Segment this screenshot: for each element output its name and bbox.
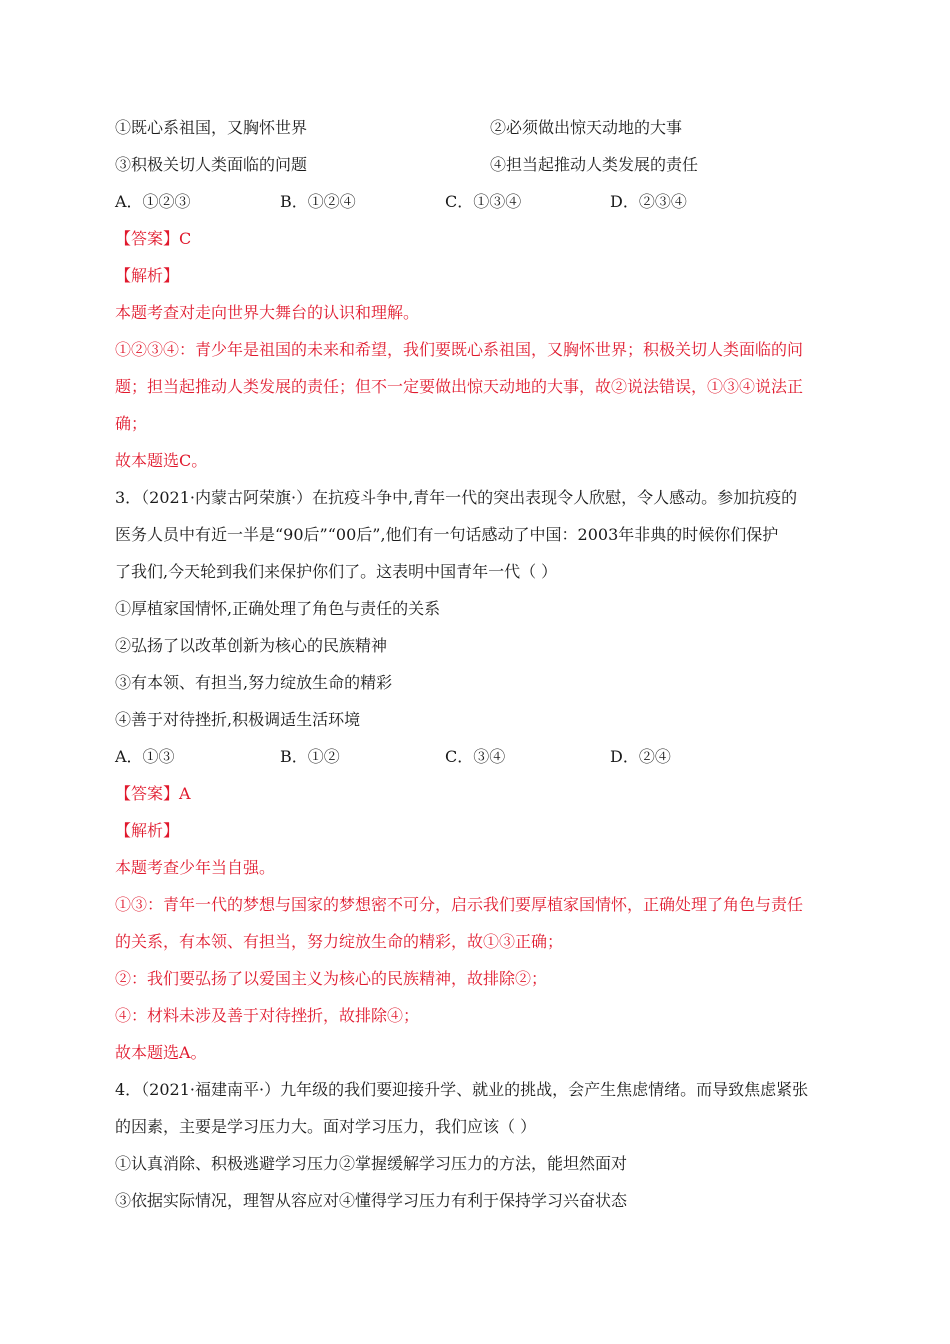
question-stem: 4．（2021·福建南平·）九年级的我们要迎接升学、就业的挑战，会产生焦虑情绪。而导致焦虑紧张: [115, 1080, 809, 1099]
analysis-line: 故本题选A。: [115, 1043, 207, 1062]
choice-d: D．②③④: [610, 192, 687, 211]
analysis-line: ①②③④：青少年是祖国的未来和希望，我们要既心系祖国，又胸怀世界；积极关切人类面临的问: [115, 340, 804, 359]
statement: ②弘扬了以改革创新为核心的民族精神: [115, 636, 388, 655]
statement: ①既心系祖国，又胸怀世界: [115, 118, 308, 137]
question-stem: 医务人员中有近一半是“90后”“00后”,他们有一句话感动了中国：2003年非典的时候你们保护: [115, 525, 779, 544]
analysis-label: 【解析】: [115, 821, 180, 840]
choice-b: B．①②: [280, 747, 340, 766]
statement: ③积极关切人类面临的问题: [115, 155, 308, 174]
question-stem: 了我们,今天轮到我们来保护你们了。这表明中国青年一代（ ）: [115, 562, 558, 581]
answer: 【答案】A: [115, 784, 191, 803]
statement: ②必须做出惊天动地的大事: [490, 118, 683, 137]
analysis-line: ④：材料未涉及善于对待挫折，故排除④；: [115, 1006, 420, 1025]
answer: 【答案】C: [115, 229, 192, 248]
statement: ①认真消除、积极逃避学习压力②掌握缓解学习压力的方法，能坦然面对: [115, 1154, 628, 1173]
choice-b: B．①②④: [280, 192, 356, 211]
statement: ①厚植家国情怀,正确处理了角色与责任的关系: [115, 599, 441, 618]
choice-d: D．②④: [610, 747, 671, 766]
analysis-line: 的关系，有本领、有担当，努力绽放生命的精彩，故①③正确；: [115, 932, 564, 951]
statement: ④善于对待挫折,积极调适生活环境: [115, 710, 361, 729]
statement: ③依据实际情况，理智从容应对④懂得学习压力有利于保持学习兴奋状态: [115, 1191, 628, 1210]
analysis-line: 确；: [115, 414, 148, 433]
analysis-label: 【解析】: [115, 266, 180, 285]
question-stem: 3．（2021·内蒙古阿荣旗·）在抗疫斗争中,青年一代的突出表现令人欣慰，令人感动。参加抗疫的: [115, 488, 798, 507]
choice-a: A．①②③: [115, 192, 191, 211]
analysis-line: 故本题选C。: [115, 451, 208, 470]
statement: ④担当起推动人类发展的责任: [490, 155, 699, 174]
choice-a: A．①③: [115, 747, 175, 766]
analysis-line: ②：我们要弘扬了以爱国主义为核心的民族精神，故排除②；: [115, 969, 548, 988]
choice-c: C．①③④: [445, 192, 522, 211]
analysis-line: ①③：青年一代的梦想与国家的梦想密不可分，启示我们要厚植家国情怀，正确处理了角色与责任: [115, 895, 804, 914]
analysis-line: 题；担当起推动人类发展的责任；但不一定要做出惊天动地的大事，故②说法错误，①③④说法正: [115, 377, 804, 396]
analysis-line: 本题考查少年当自强。: [115, 858, 276, 877]
choice-c: C．③④: [445, 747, 506, 766]
analysis-line: 本题考查对走向世界大舞台的认识和理解。: [115, 303, 420, 322]
statement: ③有本领、有担当,努力绽放生命的精彩: [115, 673, 393, 692]
question-stem: 的因素，主要是学习压力大。面对学习压力，我们应该（ ）: [115, 1117, 537, 1136]
